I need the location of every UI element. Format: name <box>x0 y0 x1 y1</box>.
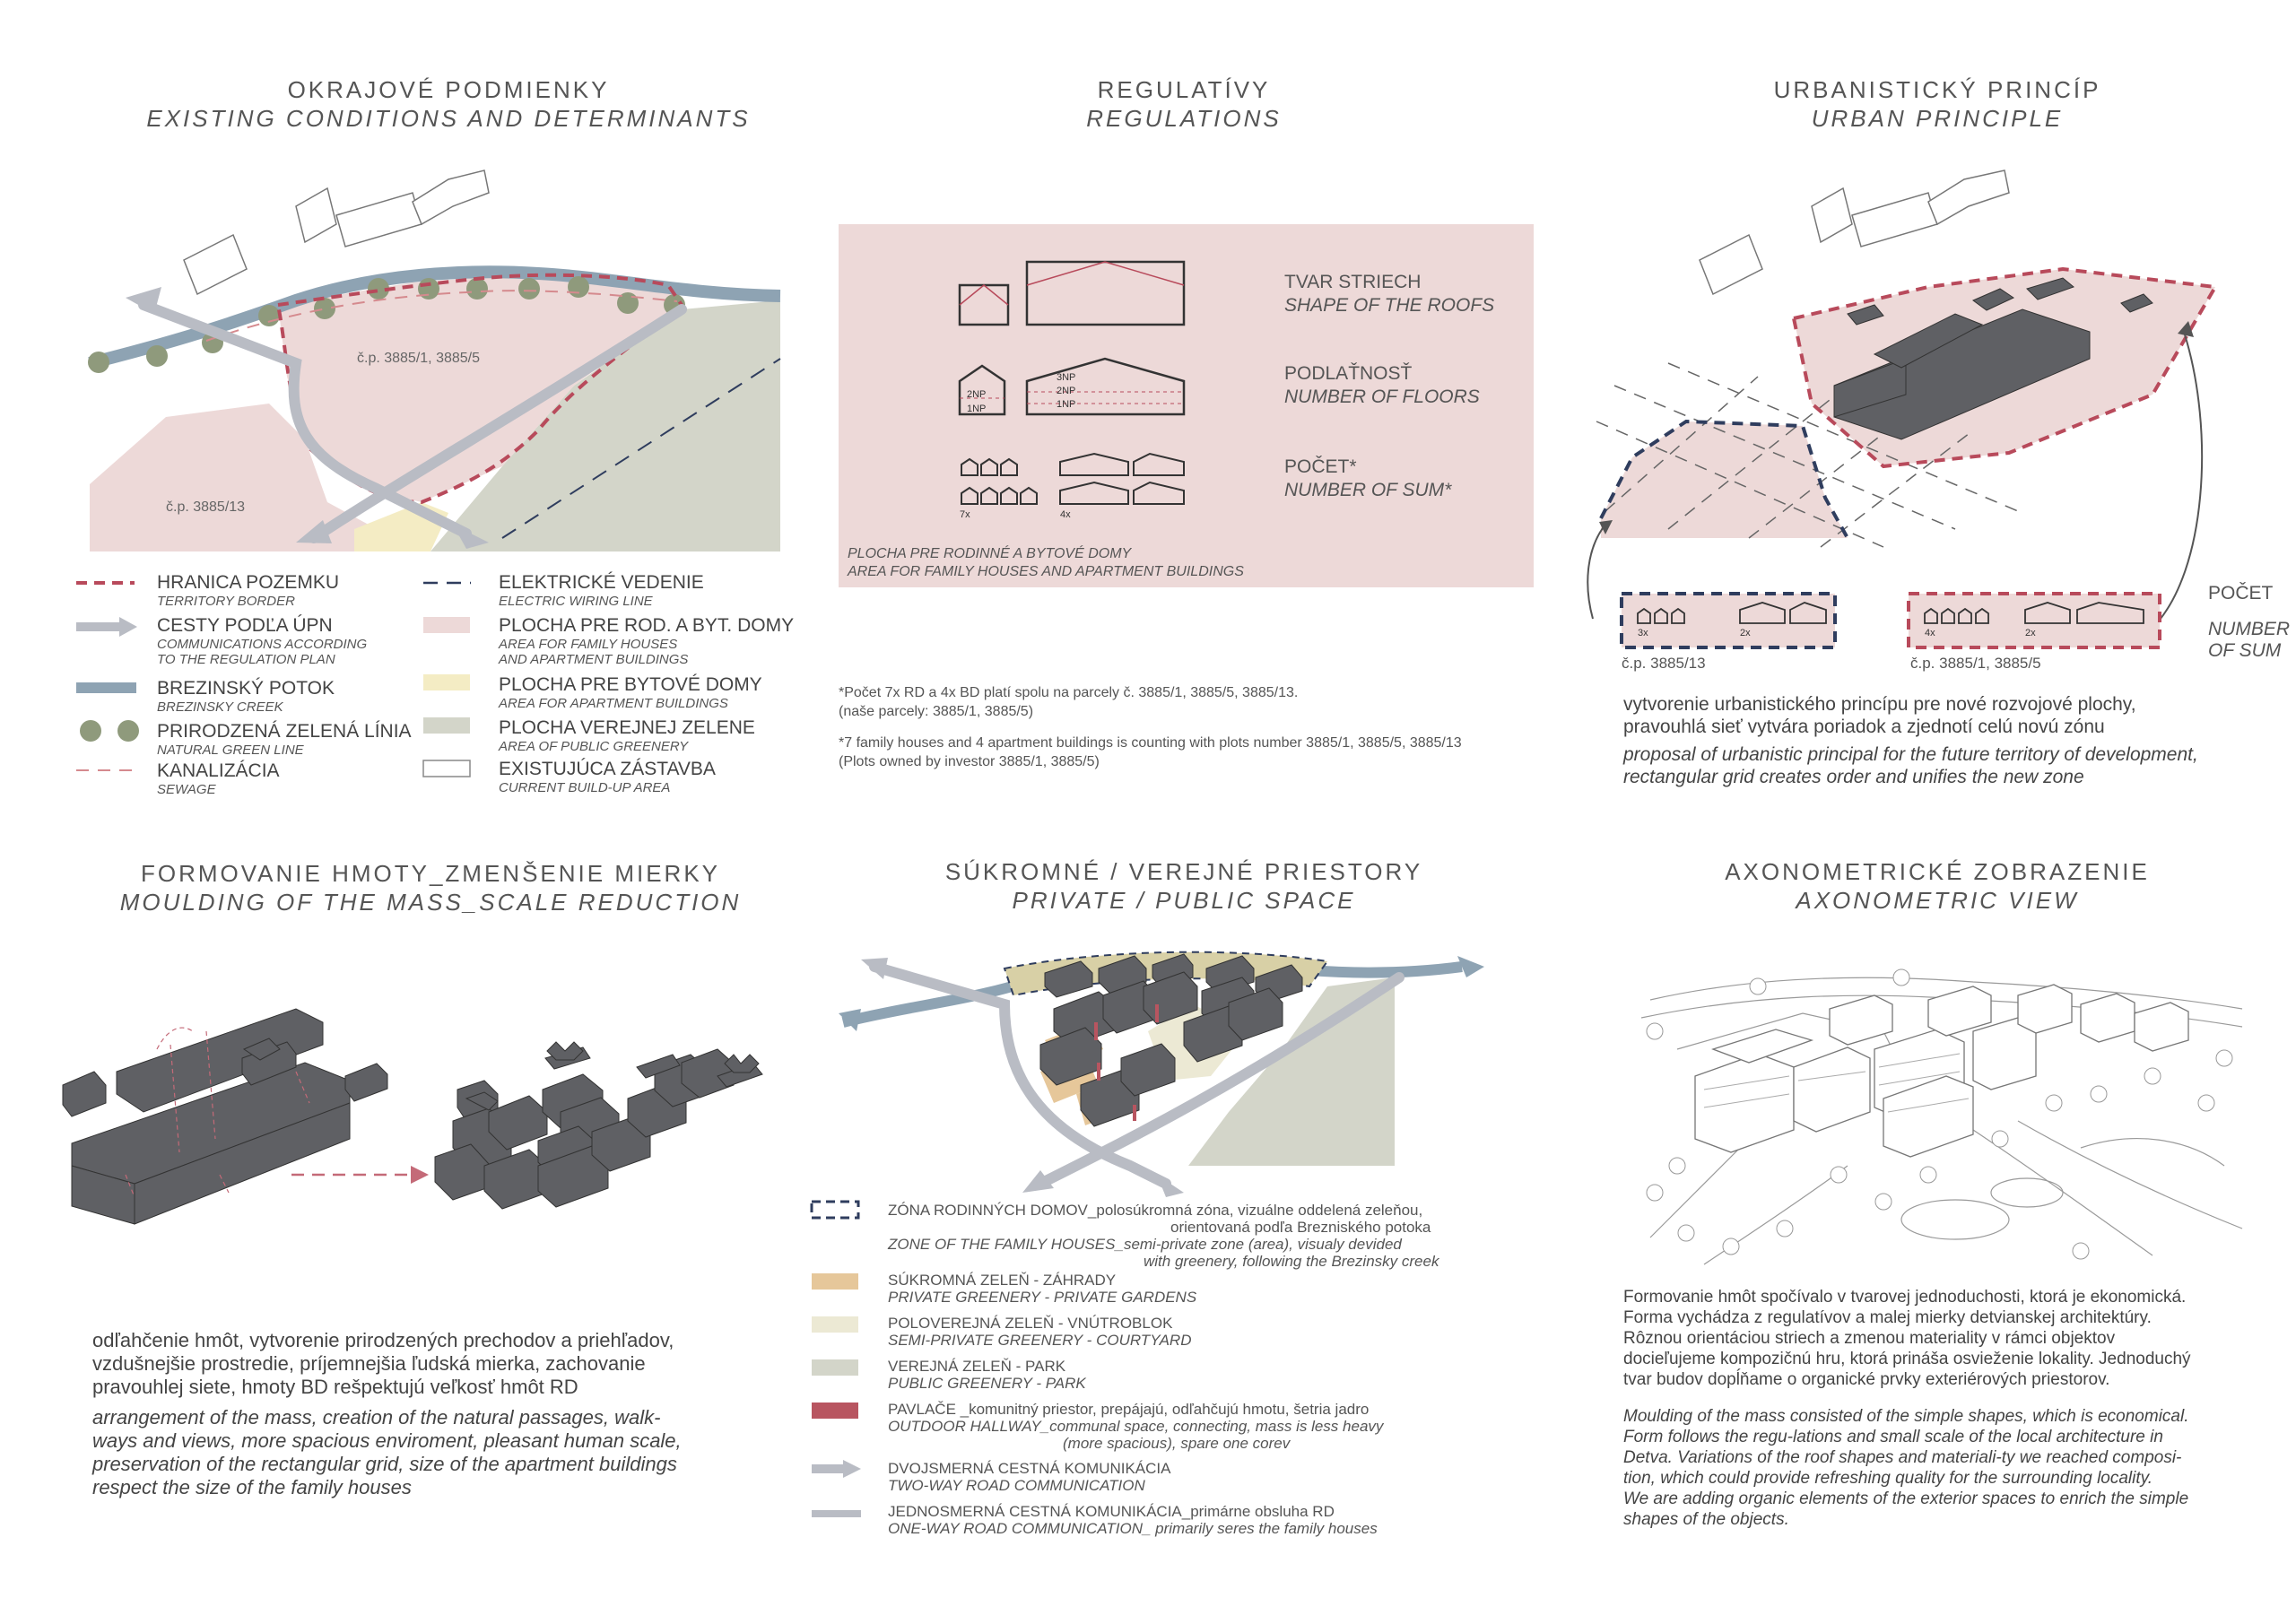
legend-border: HRANICA POZEMKU TERRITORY BORDER <box>157 572 340 609</box>
reg-area-label: PLOCHA PRE RODINNÉ A BYTOVÉ DOMY AREA FOR FAMILY HOUSES AND APARTMENT BUILDINGS <box>848 546 1244 579</box>
panel1-title-sub: EXISTING CONDITIONS AND DETERMINANTS <box>146 105 751 132</box>
legend5-courtyard: POLOVEREJNÁ ZELEŇ - VNÚTROBLOK SEMI-PRIVATE GREENERY - COURTYARD <box>888 1315 1192 1349</box>
panel4-desc: odľahčenie hmôt, vytvorenie prirodzených prechodov a priehľadov, vzdušnejšie prostredie, príjemnejšia ľudská mierka, zachovanie pravouhlej siete, hmoty BD rešpektujú veľkosť hmôt RD arrangement of the mass, creation of the natural passages, walk- ways and views, more spacious enviroment, pleasant human scale, preservation of the rectangular grid, size of the apartment buildings respect the size of the family houses <box>92 1329 682 1498</box>
plot13-label: č.p. 3885/13 <box>166 499 246 515</box>
legend-electric: ELEKTRICKÉ VEDENIE ELECTRIC WIRING LINE <box>499 572 704 609</box>
legend5-one-way: JEDNOSMERNÁ CESTNÁ KOMUNIKÁCIA_primárne obsluha RD ONE-WAY ROAD COMMUNICATION_ primarily seres the family houses <box>888 1503 1378 1537</box>
reg-roofs: TVAR STRIECH SHAPE OF THE ROOFS <box>1284 272 1495 316</box>
count-big: 4x <box>1060 509 1071 520</box>
count-small: 7x <box>960 509 970 520</box>
floors-small: 2NP 1NP <box>967 389 987 414</box>
panel4-title-sub: MOULDING OF THE MASS_SCALE REDUCTION <box>119 889 742 916</box>
legend-creek: BREZINSKÝ POTOK BREZINSKY CREEK <box>157 678 335 715</box>
panel3-title-main: URBANISTICKÝ PRINCÍP <box>1773 76 2101 103</box>
box1-count-a: 3x <box>1638 628 1648 638</box>
panel6-title-main: AXONOMETRICKÉ ZOBRAZENIE <box>1725 858 2150 885</box>
legend5-two-way: DVOJSMERNÁ CESTNÁ KOMUNIKÁCIA TWO-WAY ROAD COMMUNICATION <box>888 1460 1171 1494</box>
panel2-title-sub: REGULATIONS <box>1086 105 1282 132</box>
legend-green-line: PRIRODZENÁ ZELENÁ LÍNIA NATURAL GREEN LINE <box>157 721 412 758</box>
reg-notes: *Počet 7x RD a 4x BD platí spolu na parcely č. 3885/1, 3885/5, 3885/13. (naše parcely: 3885/1, 3885/5) *7 family houses and 4 apartment buildings is counting with plots number 3885/1, 3885/5, 3885/13 (Plots owned by investor 3885/1, 3885/5) <box>839 685 1462 769</box>
panel6-desc: Formovanie hmôt spočívalo v tvarovej jednoduchosti, ktorá je ekonomická. Forma vychádza z regulatívov a malej mierky detvianskej architektúry. Rôznou orientáciou striech a zmenou materiality v rámci objektov docieľujeme kompozičnú hru, ktorá prináša osvieženie lokality. Jednoduchý tvar budov dopĺňame o organické prvky exteriérových priestorov. Moulding of the mass consisted of the simple shapes, which is economical. Form follows the regu-lations and small scale of the local architecture in Detva. Variations of the roof shapes and materiali-ty we reached composi- tion, which could provide refreshing quality for the surrounding locality. We are adding organic elements of the exterior spaces to enrich the simple shapes of the objects. <box>1623 1288 2191 1529</box>
panel3-desc: vytvorenie urbanistického princípu pre nové rozvojové plochy, pravouhlá sieť vytvára poriadok a zjednotí celú novú zónu proposal of urbanistic principal for the future territory of development, rectangular grid creates order and unifies the new zone <box>1623 694 2198 787</box>
box2-count-b: 2x <box>2025 628 2036 638</box>
panel4-title-main: FORMOVANIE HMOTY_ZMENŠENIE MIERKY <box>140 860 720 887</box>
legend5-family-zone: ZÓNA RODINNÝCH DOMOV_polosúkromná zóna, vizuálne oddelená zeleňou, orientovaná podľa Brezniského potoka ZONE OF THE FAMILY HOUSES_semi-private zone (area), visualy devided with greenery, following the Brezinsky creek <box>888 1202 1439 1270</box>
legend-apartment-area: PLOCHA PRE BYTOVÉ DOMY AREA FOR APARTMENT BUILDINGS <box>499 674 762 711</box>
panel5-title-sub: PRIVATE / PUBLIC SPACE <box>1012 887 1356 914</box>
box2-label: č.p. 3885/1, 3885/5 <box>1910 655 2041 672</box>
panel5-title-main: SÚKROMNÉ / VEREJNÉ PRIESTORY <box>944 858 1423 885</box>
box1-label: č.p. 3885/13 <box>1622 655 1706 672</box>
legend-communications: CESTY PODĽA ÚPN COMMUNICATIONS ACCORDING TO THE REGULATION PLAN <box>157 615 368 667</box>
panel1-title-main: OKRAJOVÉ PODMIENKY <box>287 76 610 103</box>
legend-public-greenery: PLOCHA VEREJNEJ ZELENE AREA OF PUBLIC GREENERY <box>499 717 755 754</box>
reg-count: POČET* NUMBER OF SUM* <box>1284 456 1452 500</box>
count-label: POČET NUMBER OF SUM <box>2208 583 2291 661</box>
legend5-private-green: SÚKROMNÁ ZELEŇ - ZÁHRADY PRIVATE GREENERY - PRIVATE GARDENS <box>888 1272 1197 1306</box>
legend-existing: EXISTUJÚCA ZÁSTAVBA CURRENT BUILD-UP AREA <box>499 759 716 795</box>
legend5-park: VEREJNÁ ZELEŇ - PARK PUBLIC GREENERY - PARK <box>888 1358 1086 1392</box>
legend-sewage: KANALIZÁCIA SEWAGE <box>157 760 280 797</box>
panel3-title-sub: URBAN PRINCIPLE <box>1811 105 2064 132</box>
box2-count-a: 4x <box>1925 628 1935 638</box>
legend-family-area: PLOCHA PRE ROD. A BYT. DOMY AREA FOR FAMILY HOUSES AND APARTMENT BUILDINGS <box>499 615 795 667</box>
floors-big: 3NP 2NP 1NP <box>1057 372 1076 410</box>
plots-label: č.p. 3885/1, 3885/5 <box>357 351 480 366</box>
panel6-title-sub: AXONOMETRIC VIEW <box>1796 887 2079 914</box>
box1-count-b: 2x <box>1740 628 1751 638</box>
legend5-hallway: PAVLAČE _komunitný priestor, prepájajú, odľahčujú hmotu, šetria jadro OUTDOOR HALLWAY_communal space, connecting, mass is less heavy (more spacious), spare one corev <box>888 1401 1384 1452</box>
panel2-title-main: REGULATÍVY <box>1097 76 1271 103</box>
reg-floors: PODLAŤNOSŤ NUMBER OF FLOORS <box>1284 363 1480 407</box>
